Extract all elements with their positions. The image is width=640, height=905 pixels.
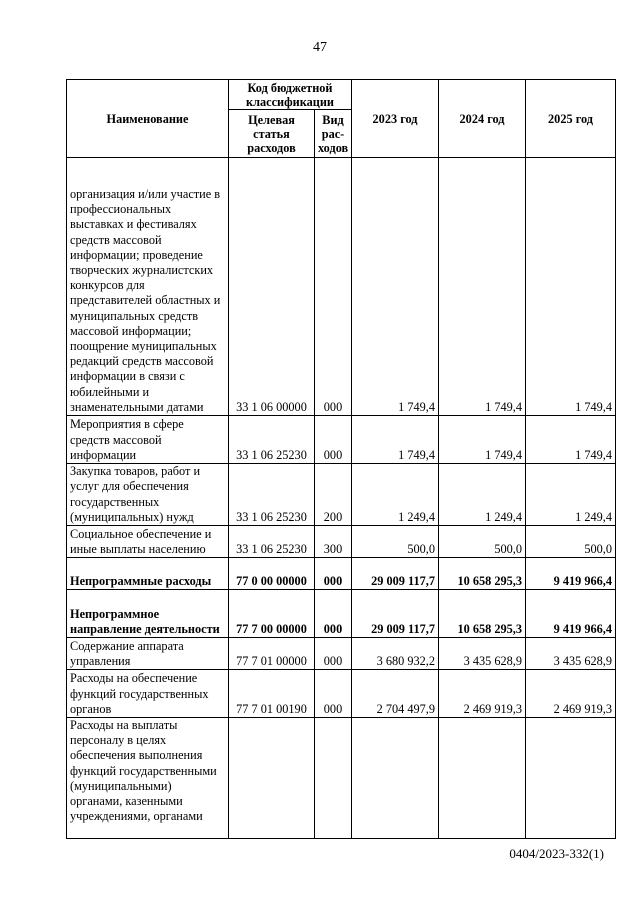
row-target-code: 33 1 06 00000 xyxy=(229,158,315,416)
row-2023: 29 009 117,7 xyxy=(352,590,439,638)
row-expense-type: 000 xyxy=(315,670,352,718)
row-2025: 2 469 919,3 xyxy=(526,670,616,718)
row-2024: 1 249,4 xyxy=(439,464,526,526)
row-name: Социальное обеспечение и иные выплаты населению xyxy=(67,526,229,558)
row-target-code: 77 7 00 00000 xyxy=(229,590,315,638)
row-2025: 1 249,4 xyxy=(526,464,616,526)
row-2023: 2 704 497,9 xyxy=(352,670,439,718)
row-target-code: 33 1 06 25230 xyxy=(229,526,315,558)
budget-table xyxy=(66,79,616,839)
row-2024: 3 435 628,9 xyxy=(439,638,526,670)
row-name: Закупка товаров, работ и услуг для обеспечения государственных (муниципальных) нужд xyxy=(67,464,229,526)
row-2024: 10 658 295,3 xyxy=(439,590,526,638)
row-name: Мероприятия в сфере средств массовой информации xyxy=(67,416,229,464)
row-2025: 3 435 628,9 xyxy=(526,638,616,670)
table-row xyxy=(67,638,616,670)
header-2025: 2025 год xyxy=(526,80,616,158)
row-expense-type: 000 xyxy=(315,158,352,416)
row-2025: 1 749,4 xyxy=(526,158,616,416)
row-2024: 10 658 295,3 xyxy=(439,558,526,590)
row-target-code xyxy=(229,718,315,839)
header-budget-code-group: Код бюджетной классификации xyxy=(229,80,352,110)
table-row xyxy=(67,670,616,718)
row-2023: 1 749,4 xyxy=(352,158,439,416)
table-row xyxy=(67,158,616,416)
row-expense-type: 300 xyxy=(315,526,352,558)
row-2025: 9 419 966,4 xyxy=(526,590,616,638)
table-row xyxy=(67,464,616,526)
row-expense-type: 000 xyxy=(315,638,352,670)
row-name: Расходы на выплаты персоналу в целях обеспечения выполнения функций государственными (муниципальными) органами, казенными учреждениями, органами xyxy=(67,718,229,839)
row-2023: 500,0 xyxy=(352,526,439,558)
row-2023 xyxy=(352,718,439,839)
header-2023: 2023 год xyxy=(352,80,439,158)
row-2024: 500,0 xyxy=(439,526,526,558)
row-2023: 1 749,4 xyxy=(352,416,439,464)
row-target-code: 77 7 01 00000 xyxy=(229,638,315,670)
row-expense-type: 000 xyxy=(315,416,352,464)
header-target-article: Целевая статья расходов xyxy=(229,110,315,158)
row-2025: 1 749,4 xyxy=(526,416,616,464)
row-expense-type: 200 xyxy=(315,464,352,526)
row-target-code: 33 1 06 25230 xyxy=(229,464,315,526)
row-expense-type: 000 xyxy=(315,590,352,638)
row-name: Непрограммное направление деятельности xyxy=(67,590,229,638)
row-2024 xyxy=(439,718,526,839)
header-expense-type: Вид рас-ходов xyxy=(315,110,352,158)
table-row xyxy=(67,526,616,558)
row-2024: 2 469 919,3 xyxy=(439,670,526,718)
header-name: Наименование xyxy=(67,80,229,158)
row-name: Непрограммные расходы xyxy=(67,558,229,590)
header-2024: 2024 год xyxy=(439,80,526,158)
table-row xyxy=(67,416,616,464)
row-name: организация и/или участие в профессиональных выставках и фестивалях средств массовой информации; проведение творческих журналистских конкурсов для представителей областных и муниципальных средств массовой информации; поощрение муниципальных редакций средств массовой информации в связи с юбилейными и знаменательными датами xyxy=(67,158,229,416)
row-2023: 1 249,4 xyxy=(352,464,439,526)
table-row xyxy=(67,718,616,839)
row-target-code: 77 0 00 00000 xyxy=(229,558,315,590)
row-2024: 1 749,4 xyxy=(439,416,526,464)
table-row xyxy=(67,590,616,638)
table-row xyxy=(67,558,616,590)
row-2024: 1 749,4 xyxy=(439,158,526,416)
row-expense-type: 000 xyxy=(315,558,352,590)
row-target-code: 33 1 06 25230 xyxy=(229,416,315,464)
row-2025: 9 419 966,4 xyxy=(526,558,616,590)
page-number: 47 xyxy=(313,40,327,55)
row-2023: 3 680 932,2 xyxy=(352,638,439,670)
row-name: Содержание аппарата управления xyxy=(67,638,229,670)
document-code: 0404/2023-332(1) xyxy=(509,846,604,861)
row-name: Расходы на обеспечение функций государственных органов xyxy=(67,670,229,718)
row-2023: 29 009 117,7 xyxy=(352,558,439,590)
row-expense-type xyxy=(315,718,352,839)
row-2025 xyxy=(526,718,616,839)
row-2025: 500,0 xyxy=(526,526,616,558)
row-target-code: 77 7 01 00190 xyxy=(229,670,315,718)
